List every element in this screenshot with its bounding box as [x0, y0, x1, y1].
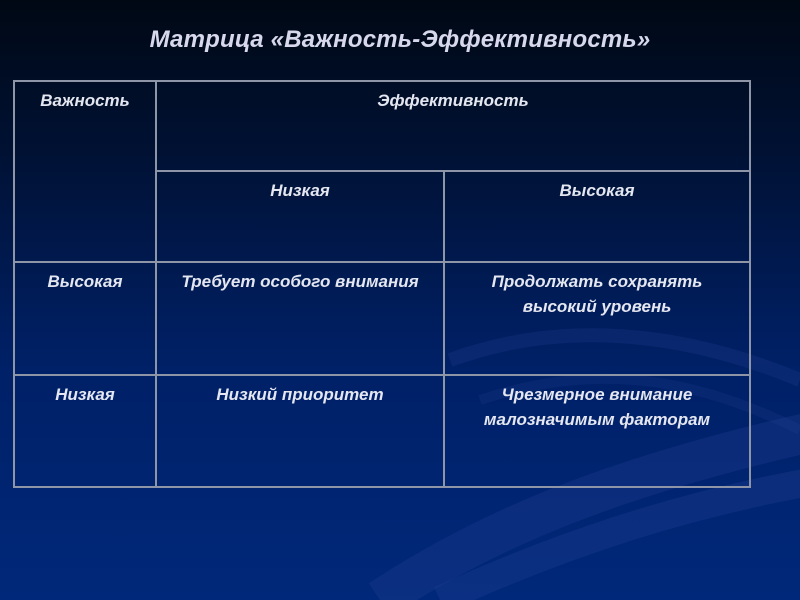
cell-low-importance-low-effectiveness — [156, 375, 444, 487]
cell-text: Требует особого внимания — [181, 272, 419, 291]
cell-high-importance-high-effectiveness — [444, 262, 750, 375]
row-high-importance-label: Высокая — [47, 272, 123, 291]
importance-header-cell — [14, 81, 156, 262]
cell-low-importance-high-effectiveness — [444, 375, 750, 487]
cell-high-importance-low-effectiveness — [156, 262, 444, 375]
table-row — [14, 375, 750, 487]
slide-title: Матрица «Важность-Эффективность» — [149, 26, 651, 53]
row-low-importance-label: Низкая — [55, 385, 115, 404]
low-effectiveness-header: Низкая — [270, 181, 330, 200]
importance-header: Важность — [40, 91, 130, 110]
low-effectiveness-header-cell — [156, 171, 444, 262]
row-high-importance-label-cell — [14, 262, 156, 375]
cell-text: Низкий приоритет — [216, 385, 384, 404]
row-low-importance-label-cell — [14, 375, 156, 487]
effectiveness-header-cell — [156, 81, 750, 171]
cell-text: Продолжать сохранять высокий уровень — [491, 272, 703, 316]
high-effectiveness-header: Высокая — [559, 181, 635, 200]
high-effectiveness-header-cell — [444, 171, 750, 262]
effectiveness-header: Эффективность — [377, 91, 529, 110]
importance-effectiveness-matrix — [13, 80, 751, 488]
table-row — [14, 262, 750, 375]
cell-text: Чрезмерное внимание малозначимым факторам — [483, 385, 711, 429]
